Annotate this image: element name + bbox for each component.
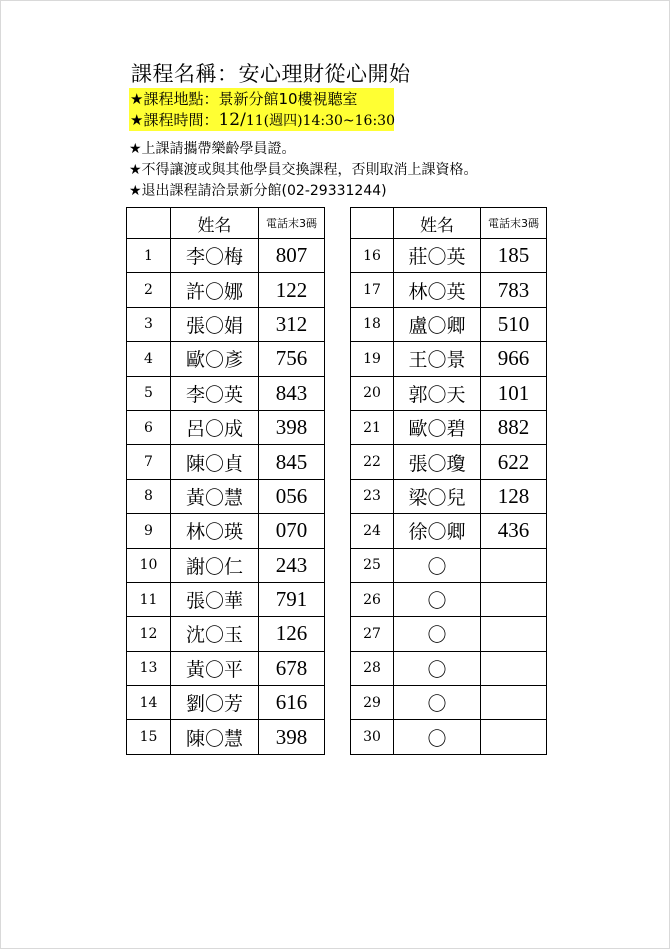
row-number: 2 [127,273,171,307]
row-name: 黃〇平 [171,651,259,685]
row-number: 22 [351,445,394,479]
row-name: 郭〇天 [394,376,481,410]
note-member-card: ★上課請攜帶樂齡學員證。 [129,141,296,157]
row-number: 20 [351,376,394,410]
table-row [351,686,547,720]
roster-table-right [350,207,547,755]
row-name: 〇 [394,651,481,685]
row-number: 5 [127,376,171,410]
header-number [351,208,394,239]
row-name: 林〇瑛 [171,514,259,548]
row-number: 30 [351,720,394,754]
table-row [127,617,325,651]
header-name: 姓名 [394,208,481,239]
row-name: 張〇娟 [171,307,259,341]
course-time-rest: 11(週四)14:30~16:30 [245,113,395,129]
row-name: 陳〇貞 [171,445,259,479]
course-time-date: 12/ [218,110,246,130]
row-number: 15 [127,720,171,754]
row-name: 徐〇卿 [394,514,481,548]
row-number: 26 [351,582,394,616]
row-phone: 783 [481,273,547,307]
table-row [351,514,547,548]
table-row [127,651,325,685]
row-name: 〇 [394,720,481,754]
table-row [127,342,325,376]
row-phone: 882 [481,410,547,444]
table-row [127,239,325,273]
row-name: 張〇瓊 [394,445,481,479]
row-name: 呂〇成 [171,410,259,444]
row-number: 17 [351,273,394,307]
row-name: 莊〇英 [394,239,481,273]
row-phone: 807 [259,239,325,273]
row-number: 13 [127,651,171,685]
row-phone: 622 [481,445,547,479]
row-name: 〇 [394,617,481,651]
row-name: 〇 [394,582,481,616]
row-phone: 845 [259,445,325,479]
row-number: 28 [351,651,394,685]
row-number: 8 [127,479,171,513]
row-phone: 243 [259,548,325,582]
table-header-row [127,208,325,239]
row-phone: 122 [259,273,325,307]
row-phone [481,651,547,685]
row-number: 6 [127,410,171,444]
row-phone [481,686,547,720]
row-number: 4 [127,342,171,376]
row-phone [481,548,547,582]
row-name: 林〇英 [394,273,481,307]
row-phone: 436 [481,514,547,548]
row-phone: 678 [259,651,325,685]
table-row [127,686,325,720]
row-phone: 070 [259,514,325,548]
table-row [351,651,547,685]
roster-table-left [126,207,325,755]
table-row [351,342,547,376]
row-phone: 128 [481,479,547,513]
course-time-label: ★課程時間： [130,111,219,129]
table-row [351,273,547,307]
row-phone: 312 [259,307,325,341]
header-phone: 電話末3碼 [259,208,325,239]
row-name: 盧〇卿 [394,307,481,341]
row-number: 11 [127,582,171,616]
table-row [351,445,547,479]
row-phone [481,720,547,754]
table-row [351,410,547,444]
row-phone [481,582,547,616]
row-number: 18 [351,307,394,341]
row-name: 王〇景 [394,342,481,376]
row-phone: 791 [259,582,325,616]
row-number: 23 [351,479,394,513]
row-phone: 126 [259,617,325,651]
row-number: 9 [127,514,171,548]
table-row [351,720,547,754]
header-number [127,208,171,239]
row-number: 29 [351,686,394,720]
table-row [127,307,325,341]
row-number: 1 [127,239,171,273]
table-row [127,479,325,513]
row-name: 沈〇玉 [171,617,259,651]
table-row [351,479,547,513]
table-row [127,548,325,582]
row-name: 謝〇仁 [171,548,259,582]
row-phone: 510 [481,307,547,341]
row-name: 李〇梅 [171,239,259,273]
row-number: 10 [127,548,171,582]
table-row [127,514,325,548]
table-row [351,376,547,410]
row-phone: 056 [259,479,325,513]
row-phone: 185 [481,239,547,273]
row-number: 16 [351,239,394,273]
row-phone: 966 [481,342,547,376]
row-name: 梁〇兒 [394,479,481,513]
row-number: 24 [351,514,394,548]
table-row [351,307,547,341]
table-header-row [351,208,547,239]
row-phone [481,617,547,651]
row-number: 19 [351,342,394,376]
row-name: 陳〇慧 [171,720,259,754]
row-phone: 398 [259,410,325,444]
header-phone: 電話末3碼 [481,208,547,239]
row-phone: 843 [259,376,325,410]
table-row [351,239,547,273]
row-number: 7 [127,445,171,479]
row-name: 劉〇芳 [171,686,259,720]
row-number: 14 [127,686,171,720]
table-row [127,720,325,754]
table-row [127,582,325,616]
table-row [351,582,547,616]
row-phone: 398 [259,720,325,754]
course-location: ★課程地點：景新分館10樓視聽室 [129,88,394,110]
course-time [129,109,394,131]
row-name: 黃〇慧 [171,479,259,513]
note-withdraw-contact: ★退出課程請洽景新分館(02-29331244) [129,183,387,199]
row-name: 李〇英 [171,376,259,410]
header-name: 姓名 [171,208,259,239]
row-number: 25 [351,548,394,582]
note-no-transfer: ★不得讓渡或與其他學員交換課程，否則取消上課資格。 [129,162,478,178]
row-number: 3 [127,307,171,341]
row-name: 歐〇碧 [394,410,481,444]
row-number: 21 [351,410,394,444]
table-row [127,445,325,479]
table-row [127,273,325,307]
row-name: 歐〇彥 [171,342,259,376]
course-title: 課程名稱：安心理財從心開始 [131,62,411,86]
row-number: 12 [127,617,171,651]
row-phone: 756 [259,342,325,376]
table-row [351,617,547,651]
row-number: 27 [351,617,394,651]
row-phone: 101 [481,376,547,410]
row-name: 許〇娜 [171,273,259,307]
row-phone: 616 [259,686,325,720]
row-name: 張〇華 [171,582,259,616]
table-row [127,376,325,410]
table-row [351,548,547,582]
row-name: 〇 [394,548,481,582]
table-row [127,410,325,444]
row-name: 〇 [394,686,481,720]
